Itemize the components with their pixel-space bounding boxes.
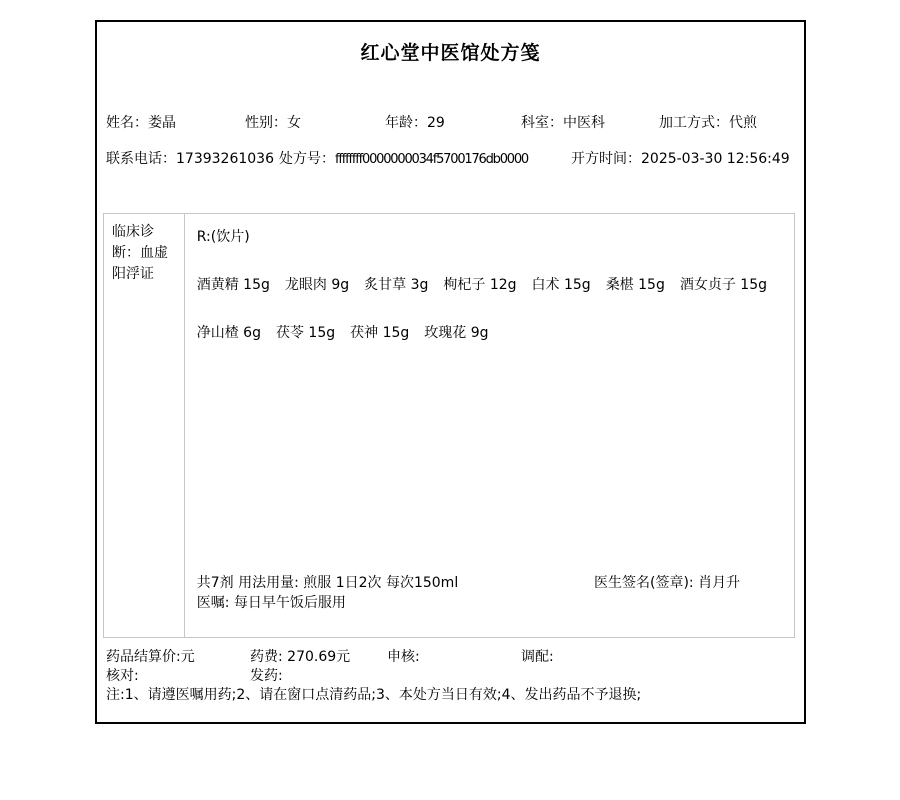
prescription-sheet (95, 20, 806, 724)
field-prepare: 调配: (521, 649, 554, 665)
usage-block (197, 573, 459, 613)
footer-note: 注:1、请遵医嘱用药;2、请在窗口点清药品;3、本处方当日有效;4、发出药品不予退换; (106, 687, 642, 703)
field-value: 娄晶 (148, 115, 176, 131)
field-label: 开方时间： (571, 151, 641, 167)
herb-item: 桑椹 15g (605, 277, 665, 293)
signature-value: 肖月升 (698, 575, 741, 591)
herb-line-1 (197, 275, 782, 295)
field-medicine-fee (250, 648, 350, 667)
field-prescription-number (279, 150, 528, 169)
herb-item: 枸杞子 12g (443, 277, 517, 293)
field-processing-method (659, 114, 757, 133)
herb-item: 玫瑰花 9g (424, 325, 489, 341)
field-label: 加工方式： (659, 115, 729, 131)
herb-item: 炙甘草 3g (364, 277, 429, 293)
field-gender (245, 114, 301, 133)
field-patient-name (106, 114, 176, 133)
field-department (521, 114, 605, 133)
signature-label: 医生签名(签章): (594, 575, 699, 591)
page-title: 红心堂中医馆处方笺 (360, 42, 541, 64)
field-label: 年龄： (385, 115, 427, 131)
field-issue-time (571, 150, 790, 169)
field-label: 药费: (250, 649, 288, 665)
herb-item: 龙眼肉 9g (284, 277, 350, 293)
field-value: 中医科 (563, 115, 605, 131)
field-check: 核对: (106, 668, 139, 684)
field-value: 29 (427, 115, 445, 131)
rx-header: R:(饮片) (196, 229, 250, 245)
prescription-table (103, 213, 795, 638)
field-value: 代煎 (729, 115, 757, 131)
field-value: 女 (287, 115, 301, 131)
field-label: 处方号： (279, 151, 335, 167)
herb-item: 酒女贞子 15g (679, 277, 767, 293)
rx-cell (185, 214, 794, 637)
usage-line: 共7剂 用法用量: 煎服 1日2次 每次150ml (196, 575, 459, 591)
field-dispense: 发药: (250, 668, 283, 684)
field-settle-price: 药品结算价:元 (106, 649, 195, 665)
herb-item: 白术 15g (531, 277, 591, 293)
herb-line-2 (197, 323, 782, 343)
field-value: ffffffff0000000034f5700176db0000 (335, 152, 528, 167)
field-label: 科室： (521, 115, 563, 131)
diagnosis-label: 临床诊断： (112, 224, 154, 261)
field-value: 270.69元 (287, 649, 351, 665)
diagnosis-cell (104, 214, 185, 637)
field-review: 申核: (387, 649, 420, 665)
field-label: 姓名： (106, 115, 148, 131)
doctor-advice: 医嘱: 每日早午饭后服用 (196, 595, 346, 611)
rx-footer (197, 573, 784, 613)
field-label: 联系电话： (106, 151, 176, 167)
field-label: 性别： (245, 115, 287, 131)
herb-item: 茯苓 15g (275, 325, 336, 341)
herb-item: 净山楂 6g (196, 325, 261, 341)
herb-item: 茯神 15g (350, 325, 410, 341)
herb-item: 酒黄精 15g (196, 277, 270, 293)
field-age (385, 114, 445, 133)
field-value: 2025-03-30 12:56:49 (641, 151, 790, 167)
doctor-signature (594, 573, 784, 593)
field-value: 17393261036 (176, 151, 274, 167)
diagnosis-value: 血虚阳浮证 (112, 245, 168, 282)
field-phone (106, 150, 274, 169)
